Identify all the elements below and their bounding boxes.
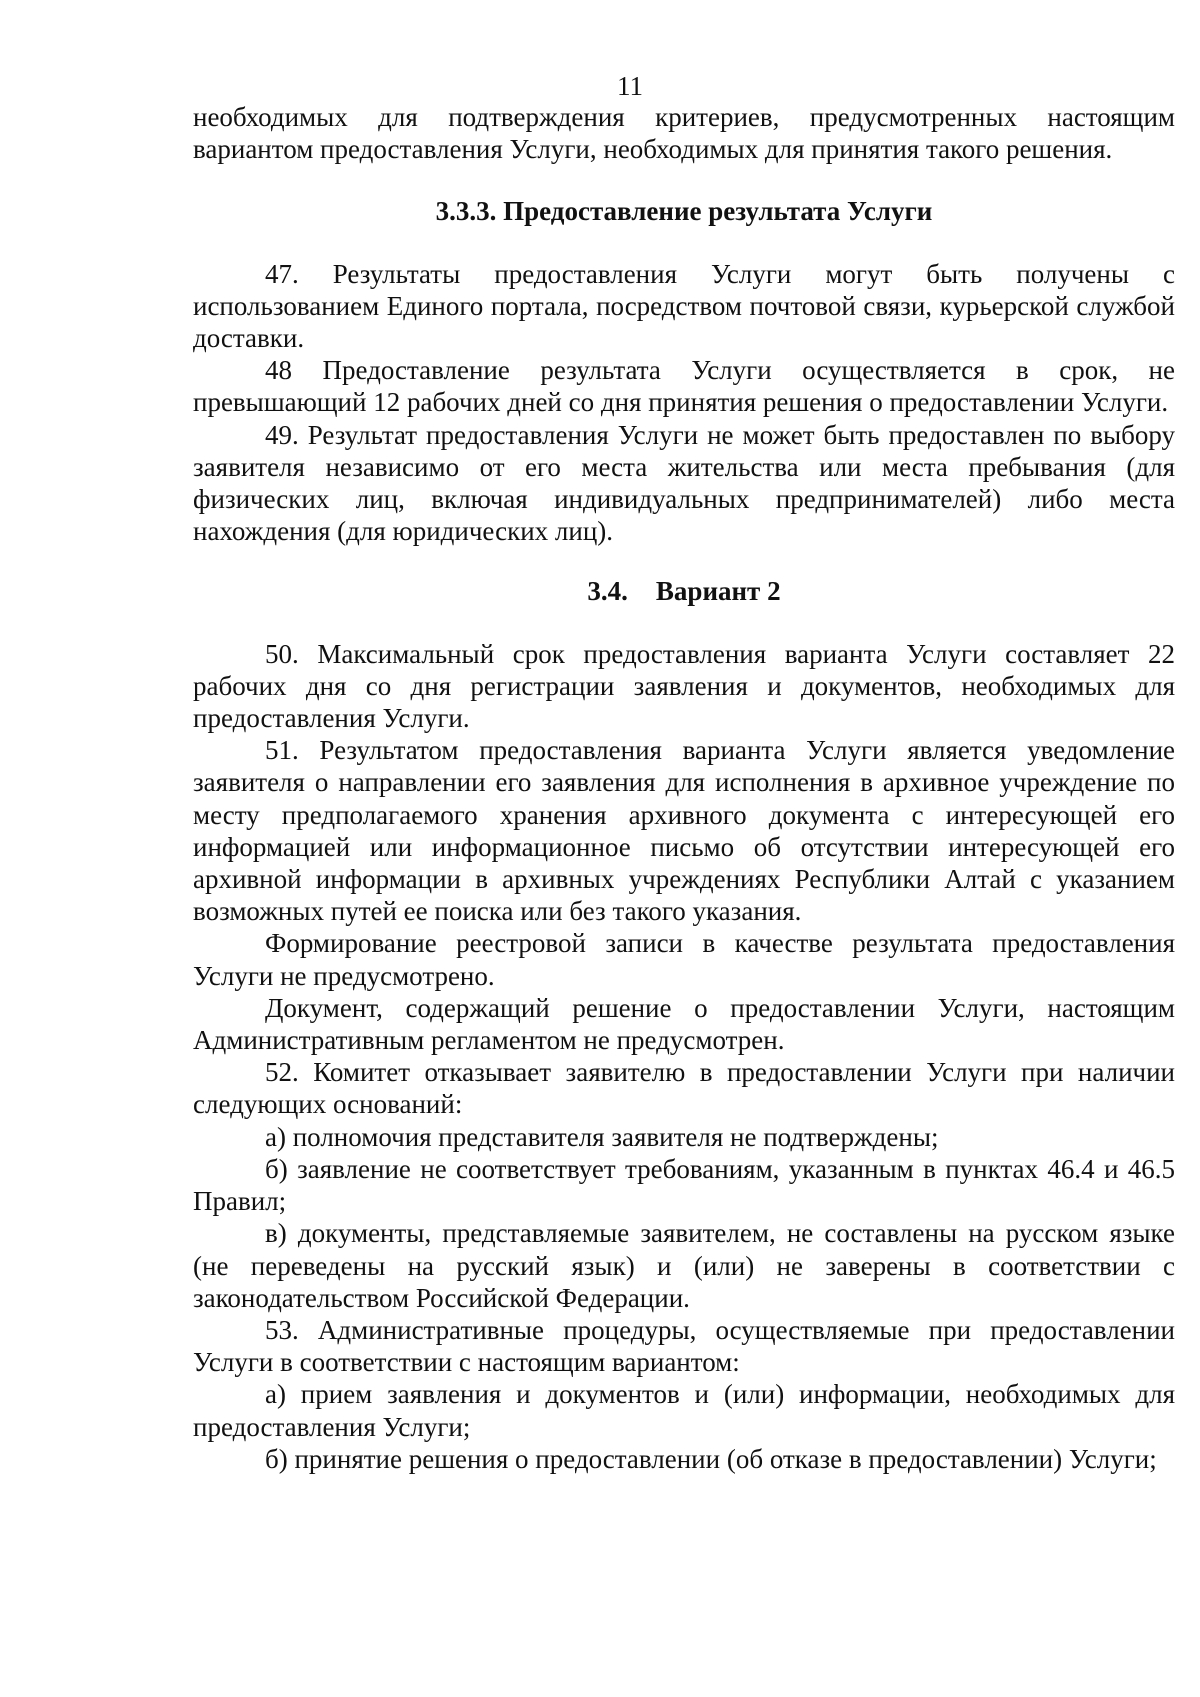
paragraph-52: 52. Комитет отказывает заявителю в предоставлении Услуги при наличии следующих оснований: bbox=[193, 1057, 1175, 1120]
document-body bbox=[193, 101, 1175, 1475]
section-number: 3.4. bbox=[587, 576, 628, 607]
paragraph-53: 53. Административные процедуры, осуществляемые при предоставлении Услуги в соответствии с настоящим вариантом: bbox=[193, 1314, 1175, 1378]
paragraph-53-a: а) прием заявления и документов и (или) информации, необходимых для предоставления Услуги; bbox=[193, 1379, 1175, 1442]
paragraph-50: 50. Максимальный срок предоставления варианта Услуги составляет 22 рабочих дня со дня регистрации заявления и документов, необходимых для предоставления Услуги. bbox=[193, 638, 1175, 734]
paragraph-51-document: Документ, содержащий решение о предоставлении Услуги, настоящим Административным регламентом не предусмотрен. bbox=[193, 992, 1175, 1056]
paragraph-49: 49. Результат предоставления Услуги не может быть предоставлен по выбору заявителя независимо от его места жительства или места пребывания (для физических лиц, включая индивидуальных предпринимателей) либо места нахождения (для юридических лиц). bbox=[193, 419, 1175, 547]
paragraph-51: 51. Результатом предоставления варианта Услуги является уведомление заявителя о направлении его заявления для исполнения в архивное учреждение по месту предполагаемого хранения архивного документа с интересующей его информацией или информационное письмо об отсутствии интересующей его архивной информации в архивных учреждениях Республики Алтай с указанием возможных путей ее поиска или без такого указания. bbox=[193, 735, 1175, 927]
paragraph-47: 47. Результаты предоставления Услуги могут быть получены с использованием Единого портала, посредством почтовой связи, курьерской службой доставки. bbox=[193, 258, 1175, 354]
paragraph-52-b: б) заявление не соответствует требованиям, указанным в пунктах 46.4 и 46.5 Правил; bbox=[193, 1153, 1175, 1217]
section-heading-3-3-3: 3.3.3. Предоставление результата Услуги bbox=[435, 196, 933, 227]
section-title: Вариант 2 bbox=[655, 576, 781, 607]
paragraph-continuation: необходимых для подтверждения критериев, предусмотренных настоящим вариантом предоставления Услуги, необходимых для принятия такого решения. bbox=[193, 102, 1175, 165]
page-number: 11 bbox=[617, 71, 643, 101]
paragraph-51-registry: Формирование реестровой записи в качестве результата предоставления Услуги не предусмотрено. bbox=[193, 928, 1175, 991]
paragraph-52-a: а) полномочия представителя заявителя не подтверждены; bbox=[265, 1121, 939, 1152]
paragraph-53-b: б) принятие решения о предоставлении (об отказе в предоставлении) Услуги; bbox=[265, 1443, 1157, 1474]
paragraph-52-c: в) документы, представляемые заявителем, не составлены на русском языке (не переведены на русский язык) и (или) не заверены в соответствии с законодательством Российской Федерации. bbox=[193, 1218, 1175, 1313]
paragraph-48: 48 Предоставление результата Услуги осуществляется в срок, не превышающий 12 рабочих дней со дня принятия решения о предоставлении Услуги. bbox=[193, 355, 1175, 418]
section-heading-3-4 bbox=[193, 575, 1175, 607]
